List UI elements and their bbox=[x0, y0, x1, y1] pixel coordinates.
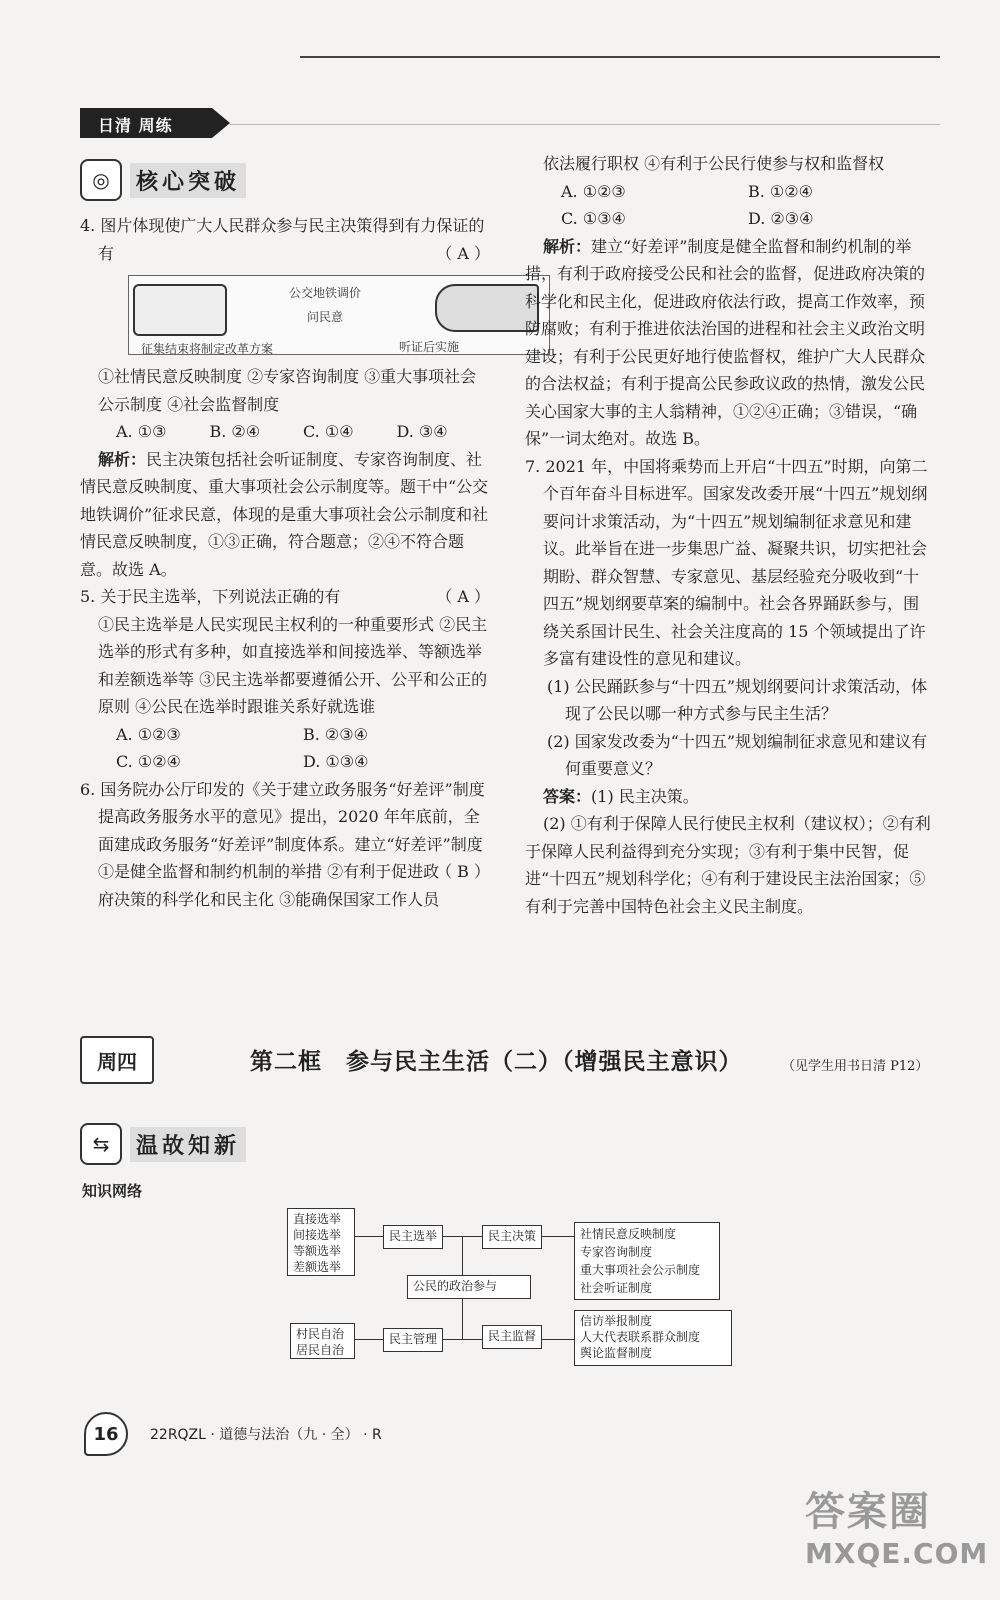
connector bbox=[355, 1236, 383, 1237]
right-column bbox=[525, 150, 935, 920]
figure-caption-top: 公交地铁调价 bbox=[289, 286, 362, 300]
question-7: 7. 2021 年，中国将乘势而上开启“十四五”时期，向第二个百年奋斗目标进军。国家发改委开展“十四五”规划纲要问计求策活动，为“十四五”规划编制征求意见和建议。此举旨在进一步集思广益、凝聚共识，切实把社会期盼、群众智慧、专家意见、基层经验充分吸收到“十四五”规划纲要草案的编制中。社会各界踊跃参与，围绕关系国计民生、社会关注度高的 15 个领域提出了许多富有建设性的意见和建议。 bbox=[525, 456, 928, 668]
connector bbox=[355, 1339, 383, 1340]
section-review bbox=[80, 1124, 246, 1164]
question-6: 6. 国务院办公厅印发的《关于建立政务服务“好差评”制度提高政务服务水平的意见》提出，2020 年年底前，全面建成政务服务“好差评”制度体系。建立“好差评”制度 （ B ） bbox=[80, 779, 490, 881]
question-4: 4. 图片体现使广大人民群众参与民主决策得到有力保证的有 （ A ） bbox=[80, 216, 490, 263]
connector bbox=[542, 1339, 574, 1340]
figure-caption-left: 征集结束将制定改革方案 bbox=[141, 342, 274, 356]
node-center: 公民的政治参与 bbox=[407, 1275, 531, 1299]
q6-continued: 依法履行职权 ④有利于公民行使参与权和监督权 bbox=[543, 154, 885, 173]
q6-options bbox=[525, 178, 935, 233]
node-decision: 民主决策 bbox=[482, 1225, 542, 1249]
banner-rule bbox=[230, 124, 940, 125]
node-supervision: 民主监督 bbox=[482, 1325, 542, 1349]
q4-statements: ①社情民意反映制度 ②专家咨询制度 ③重大事项社会公示制度 ④社会监督制度 bbox=[98, 367, 477, 414]
connector bbox=[542, 1236, 574, 1237]
decision-items: 社情民意反映制度 专家咨询制度 重大事项社会公示制度 社会听证制度 bbox=[574, 1222, 720, 1300]
option: A. ①②③ bbox=[561, 181, 626, 201]
option: D. ②③④ bbox=[748, 209, 814, 228]
figure-caption-right: 听证后实施 bbox=[399, 340, 460, 354]
q5-statements: ①民主选举是人民实现民主权利的一种重要形式 ②民主选举的形式有多种，如直接选举和间接选举、等额选举和差额选举等 ③民主选举都要遵循公开、公平和公正的原则 ④公民在选举时跟谁关系好就选谁 bbox=[98, 614, 488, 716]
section-title: 温故知新 bbox=[130, 1127, 246, 1162]
bus-icon bbox=[133, 284, 227, 336]
left-column bbox=[80, 160, 490, 913]
section-title: 核心突破 bbox=[130, 163, 246, 198]
option: A. ①②③ bbox=[116, 724, 181, 744]
option: A. ①③ bbox=[116, 422, 167, 441]
connector bbox=[443, 1339, 482, 1340]
node-election: 民主选举 bbox=[383, 1225, 443, 1249]
q4-options bbox=[80, 418, 490, 446]
q7-answer-2: (2) ①有利于保障人民行使民主权利（建议权）；②有利于保障人民利益得到充分实现；③有利于集中民智，促进“十四五”规划科学化；④有利于建设民主法治国家；⑤有利于完善中国特色社会主义民主制度。 bbox=[525, 814, 931, 916]
supervision-items: 信访举报制度 人大代表联系群众制度 舆论监督制度 bbox=[574, 1310, 732, 1366]
q6-explanation: 解析：建立“好差评”制度是健全监督和制约机制的举措，有利于政府接受公民和社会的监督，促进政府决策的科学化和民主化，促进政府依法行政，提高工作效率，预防腐败；有利于推进依法治国的进程和社会主义政治文明建设；有利于公民更好地行使监督权，维护广大人民群众的合法权益；有利于提高公民参政议政的热情，激发公民关心国家大事的主人翁精神，①②④正确；③错误，“确保”一词太绝对。故选 B。 bbox=[525, 236, 926, 448]
option: B. ①②④ bbox=[748, 181, 813, 201]
option: D. ③④ bbox=[396, 422, 448, 441]
option: B. ②③④ bbox=[303, 724, 368, 744]
option: B. ②④ bbox=[209, 422, 261, 441]
week-badge: 周四 bbox=[80, 1036, 154, 1084]
q7-sub2: (2) 国家发改委为“十四五”规划编制征求意见和建议有何重要意义？ bbox=[547, 731, 928, 778]
q4-explanation: 解析：民主决策包括社会听证制度、专家咨询制度、社情民意反映制度、重大事项社会公示制度等。题干中“公交地铁调价”征求民意，体现的是重大事项社会公示制度和社情民意反映制度，①③正确，符合题意；②④不符合题意。故选 A。 bbox=[80, 449, 489, 579]
footer-code: 22RQZL · 道德与法治（九 · 全） · R bbox=[150, 1427, 382, 1443]
chapter-reference: （见学生用书日清 P12） bbox=[782, 1059, 929, 1074]
page-number: 16 bbox=[84, 1412, 128, 1456]
figure-caption-mid: 问民意 bbox=[307, 310, 344, 324]
node-management: 民主管理 bbox=[383, 1328, 443, 1352]
q5-options bbox=[80, 721, 490, 776]
watermark-logo: 答案圈 MXQE.COM bbox=[805, 1489, 989, 1570]
train-icon bbox=[435, 284, 539, 332]
network-label: 知识网络 bbox=[82, 1182, 143, 1200]
management-items: 村民自治 居民自治 bbox=[290, 1323, 355, 1359]
q7-sub1: (1) 公民踊跃参与“十四五”规划纲要问计求策活动，体现了公民以哪一种方式参与民主生活？ bbox=[547, 676, 928, 723]
option: C. ①②④ bbox=[116, 752, 181, 771]
section-core bbox=[80, 160, 490, 200]
q4-figure bbox=[128, 275, 550, 355]
chapter-title: 第二框 参与民主生活（二）（增强民主意识） bbox=[250, 1049, 743, 1075]
question-5: 5. 关于民主选举，下列说法正确的有 （ A ） bbox=[80, 587, 490, 606]
election-types: 直接选举 间接选举 等额选举 差额选举 bbox=[287, 1208, 355, 1276]
q6-statements: ①是健全监督和制约机制的举措 ②有利于促进政府决策的科学化和民主化 ③能确保国家工作人员 bbox=[98, 862, 440, 909]
arrows-icon: ⇆ bbox=[80, 1123, 122, 1165]
banner-label: 日清 周练 bbox=[98, 116, 173, 135]
header-banner bbox=[80, 108, 230, 138]
option: C. ①③④ bbox=[561, 209, 626, 228]
q7-answer-1: 答案：(1) 民主决策。 bbox=[543, 786, 699, 806]
option: C. ①④ bbox=[303, 422, 354, 441]
top-rule bbox=[300, 56, 940, 58]
target-icon: ◎ bbox=[80, 159, 122, 201]
option: D. ①③④ bbox=[303, 752, 369, 771]
